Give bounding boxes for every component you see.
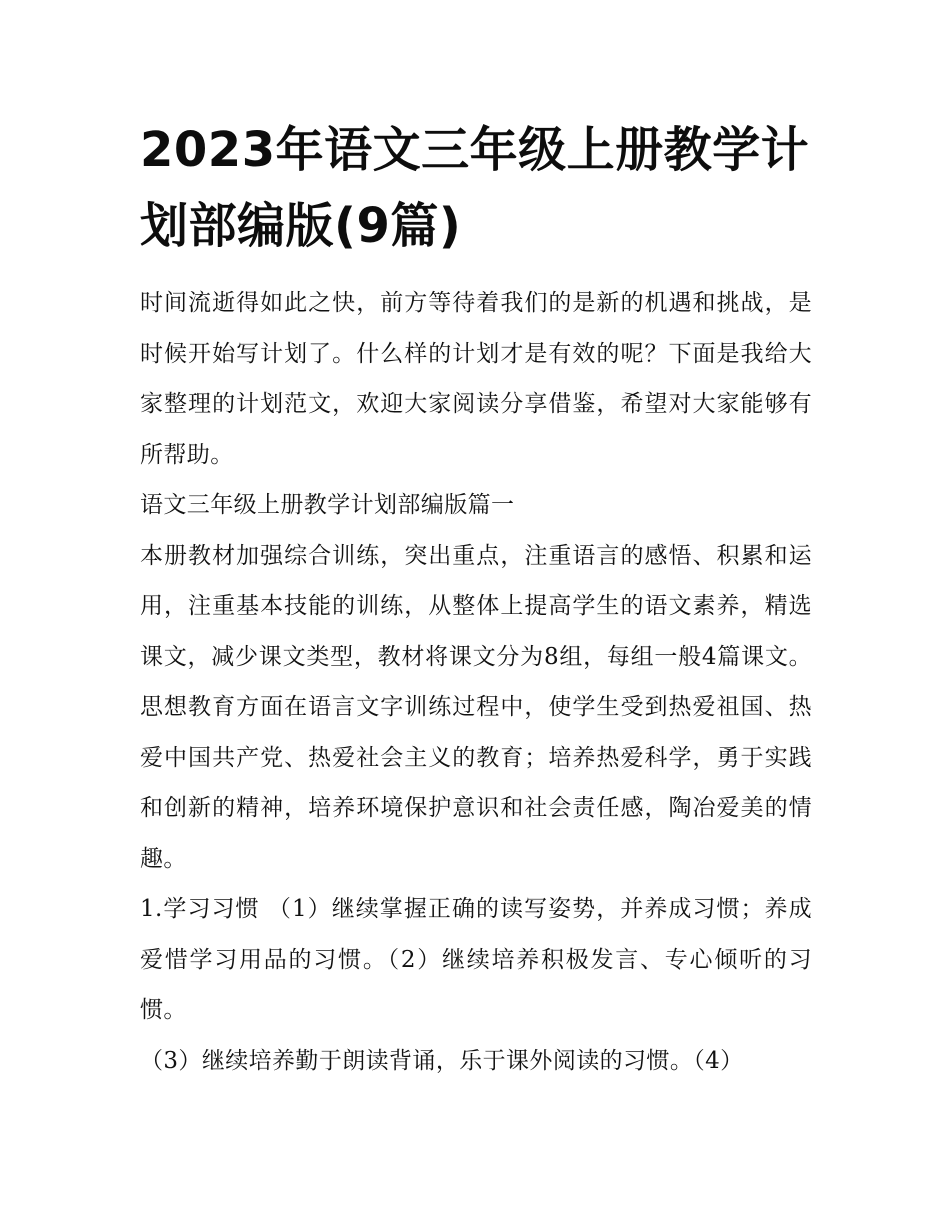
document-title: 2023年语文三年级上册教学计划部编版(9篇) [140,122,810,254]
body-paragraph: 本册教材加强综合训练，突出重点，注重语言的感悟、积累和运用，注重基本技能的训练，从整体上提高学生的语文素养，精选课文，减少课文类型，教材将课文分为8组，每组一般4篇课文。思想教育方面在语言文字训练过程中，使学生受到热爱祖国、热爱中国共产党、热爱社会主义的教育；培养热爱科学，勇于实践和创新的精神，培养环境保护意识和社会责任感，陶冶爱美的情趣。 [140,542,812,872]
section-heading: 语文三年级上册教学计划部编版篇一 [140,492,515,518]
habits-paragraph-continued: （3）继续培养勤于朗读背诵，乐于课外阅读的习惯。（4） [140,1047,744,1074]
intro-paragraph: 时间流逝得如此之快，前方等待着我们的是新的机遇和挑战，是时候开始写计划了。什么样的计划才是有效的呢？下面是我给大家整理的计划范文，欢迎大家阅读分享借鉴，希望对大家能够有所帮助。 [140,290,812,468]
document-page [140,112,812,1086]
habits-paragraph: 1.学习习惯 （1）继续掌握正确的读写姿势，并养成习惯；养成爱惜学习用品的习惯。（2）继续培养积极发言、专心倾听的习惯。 [140,896,812,1023]
